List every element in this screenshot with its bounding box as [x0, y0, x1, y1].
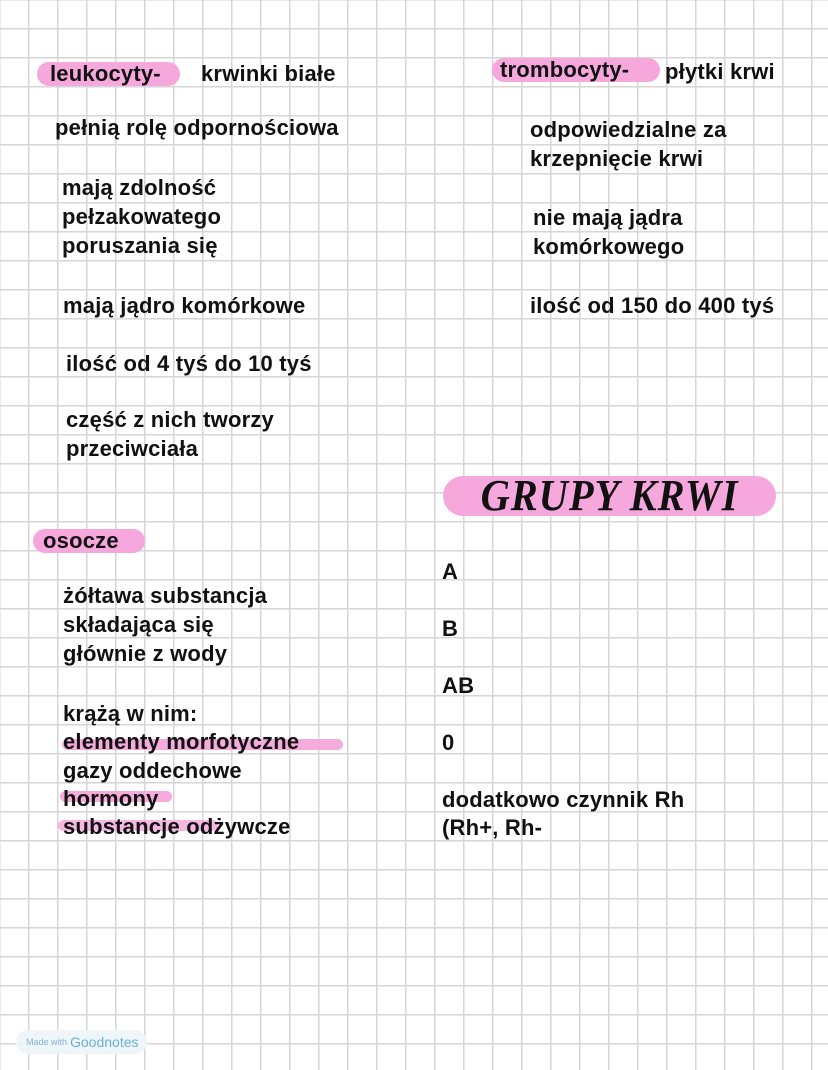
osocze-item-highlighted: hormony — [63, 786, 159, 811]
osocze-item: żółtawa substancja — [63, 583, 268, 608]
trombocyty-heading: trombocyty- — [500, 57, 630, 82]
leukocyty-item: poruszania się — [62, 233, 218, 258]
blood-group: B — [442, 616, 459, 641]
osocze-item: gazy oddechowe — [63, 758, 242, 783]
rh-note: dodatkowo czynnik Rh — [442, 787, 685, 812]
osocze-item-highlighted: elementy morfotyczne — [63, 729, 300, 754]
blood-group: 0 — [442, 730, 455, 755]
blood-group: AB — [442, 673, 475, 698]
trombocyty-item: komórkowego — [533, 234, 685, 259]
trombocyty-item: nie mają jądra — [533, 205, 683, 230]
leukocyty-item: część z nich tworzy — [66, 407, 274, 432]
osocze-item: głównie z wody — [63, 641, 228, 666]
osocze-item: składająca się — [63, 612, 214, 637]
grupy-krwi-title: GRUPY KRWI — [480, 471, 739, 520]
trombocyty-item: krzepnięcie krwi — [530, 146, 704, 171]
osocze-item: krążą w nim: — [63, 701, 198, 726]
leukocyty-item: pełzakowatego — [62, 204, 222, 229]
leukocyty-heading: leukocyty- — [50, 61, 161, 86]
leukocyty-subheading: krwinki białe — [201, 61, 336, 86]
leukocyty-item: pełnią rolę odpornościowa — [55, 115, 339, 140]
watermark-prefix: Made with — [26, 1037, 68, 1047]
trombocyty-subheading: płytki krwi — [665, 59, 775, 84]
leukocyty-item: mają zdolność — [62, 175, 217, 200]
leukocyty-item: mają jądro komórkowe — [63, 293, 306, 318]
blood-group: A — [442, 559, 459, 584]
trombocyty-item: ilość od 150 do 400 tyś — [530, 293, 775, 318]
rh-note: (Rh+, Rh- — [442, 815, 543, 840]
osocze-heading: osocze — [43, 528, 119, 553]
watermark-brand: Goodnotes — [70, 1034, 139, 1050]
osocze-item-highlighted: substancje odżywcze — [63, 814, 291, 839]
trombocyty-item: odpowiedzialne za — [530, 117, 727, 142]
leukocyty-item: przeciwciała — [66, 436, 199, 461]
leukocyty-item: ilość od 4 tyś do 10 tyś — [66, 351, 312, 376]
